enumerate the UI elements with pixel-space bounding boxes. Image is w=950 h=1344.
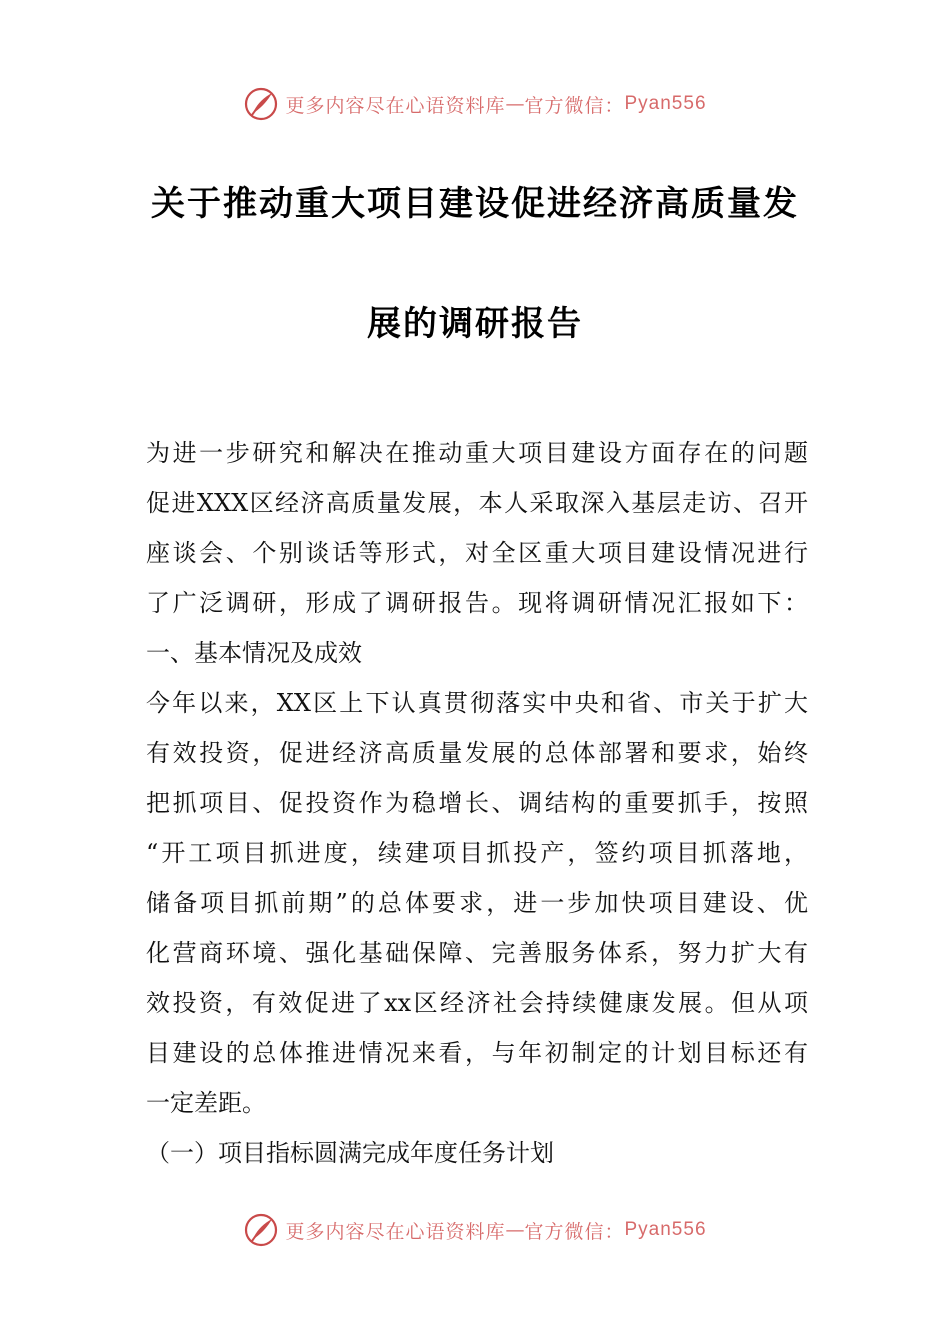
body-line: 了广泛调研，形成了调研报告。现将调研情况汇报如下： — [146, 589, 808, 617]
footer-banner — [0, 1210, 950, 1250]
body-line: 促进XXX区经济高质量发展，本人采取深入基层走访、召开 — [146, 489, 808, 517]
body-line: 座谈会、个别谈话等形式，对全区重大项目建设情况进行 — [146, 539, 808, 567]
body-line: 为进一步研究和解决在推动重大项目建设方面存在的问题 — [146, 439, 808, 467]
body-line: 一定差距。 — [146, 1089, 266, 1117]
quill-logo-icon — [243, 1212, 279, 1248]
banner-wechat-id: Pyan556 — [624, 93, 707, 114]
subsection-heading: （一）项目指标圆满完成年度任务计划 — [146, 1139, 554, 1167]
body-line: 效投资，有效促进了xx区经济社会持续健康发展。但从项 — [146, 989, 808, 1017]
banner-contact-label: 官方微信： — [524, 1220, 625, 1243]
document-title-line-2: 展的调研报告 — [367, 304, 583, 344]
body-line: 储备项目抓前期”的总体要求，进一步加快项目建设、优 — [146, 889, 808, 917]
header-banner — [0, 84, 950, 124]
banner-contact-label: 官方微信： — [524, 94, 625, 117]
document-title-line-1: 关于推动重大项目建设促进经济高质量发 — [151, 184, 799, 224]
section-heading: 一、基本情况及成效 — [146, 639, 362, 667]
body-line: 化营商环境、强化基础保障、完善服务体系，努力扩大有 — [146, 939, 808, 967]
banner-wechat-id: Pyan556 — [624, 1219, 707, 1240]
body-line: 把抓项目、促投资作为稳增长、调结构的重要抓手，按照 — [146, 789, 808, 817]
body-line: 目建设的总体推进情况来看，与年初制定的计划目标还有 — [146, 1039, 808, 1067]
document-body — [146, 428, 808, 1178]
banner-brand-text: 更多内容尽在心语资料库 — [285, 94, 506, 117]
banner-separator: — — [505, 93, 525, 115]
banner-separator: — — [505, 1219, 525, 1241]
quill-logo-icon — [243, 86, 279, 122]
body-line: “开工项目抓进度，续建项目抓投产，签约项目抓落地， — [146, 839, 808, 867]
body-line: 今年以来，XX区上下认真贯彻落实中央和省、市关于扩大 — [146, 689, 808, 717]
body-line: 有效投资，促进经济高质量发展的总体部署和要求，始终 — [146, 739, 808, 767]
banner-brand-text: 更多内容尽在心语资料库 — [285, 1220, 506, 1243]
